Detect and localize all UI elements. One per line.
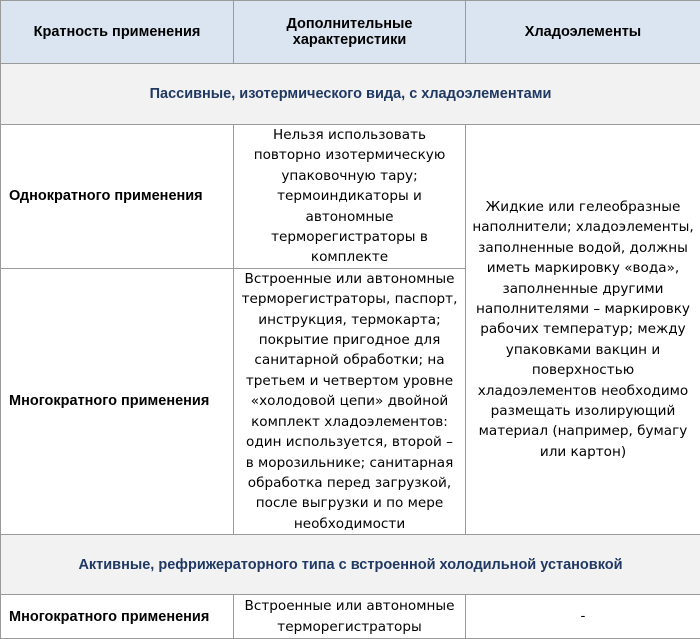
cell-characteristics: Нельзя использовать повторно изотермическую упаковочную тару; термоиндикаторы и автономные терморегистраторы в комплекте <box>234 125 466 269</box>
header-cold-elements: Хладоэлементы <box>466 1 700 64</box>
cell-cold-elements: Жидкие или гелеобразные наполнители; хладоэлементы, заполненные водой, должны иметь маркировку «вода», заполненные другими наполнителями – маркировку рабочих температур; между упаковками вакцин и поверхностью хладоэлементов необходимо размещать изолирующий материал (например, бумагу или картон) <box>466 125 700 535</box>
section-title-active: Активные, рефрижераторного типа с встроенной холодильной установкой <box>1 535 700 595</box>
table-row <box>1 595 700 639</box>
table-row <box>1 125 700 269</box>
cell-characteristics: Встроенные или автономные терморегистраторы, паспорт, инструкция, термокарта; покрытие пригодное для санитарной обработки; на третьем и четвертом уровне «холодовой цепи» двойной комплект хладоэлементов: один используется, второй – в морозильнике; санитарная обработка перед загрузкой, после выгрузки и по мере необходимости <box>234 268 466 534</box>
cell-multiplicity: Многократного применения <box>1 595 234 639</box>
cell-multiplicity: Многократного применения <box>1 268 234 534</box>
header-multiplicity: Кратность применения <box>1 1 234 64</box>
section-row-passive <box>1 64 700 125</box>
section-title-passive: Пассивные, изотермического вида, с хладоэлементами <box>1 64 700 125</box>
cell-characteristics: Встроенные или автономные терморегистраторы <box>234 595 466 639</box>
cell-cold-elements: - <box>466 595 700 639</box>
header-characteristics: Дополнительные характеристики <box>234 1 466 64</box>
section-row-active <box>1 535 700 595</box>
table-header-row <box>1 1 700 64</box>
cell-multiplicity: Однократного применения <box>1 125 234 269</box>
